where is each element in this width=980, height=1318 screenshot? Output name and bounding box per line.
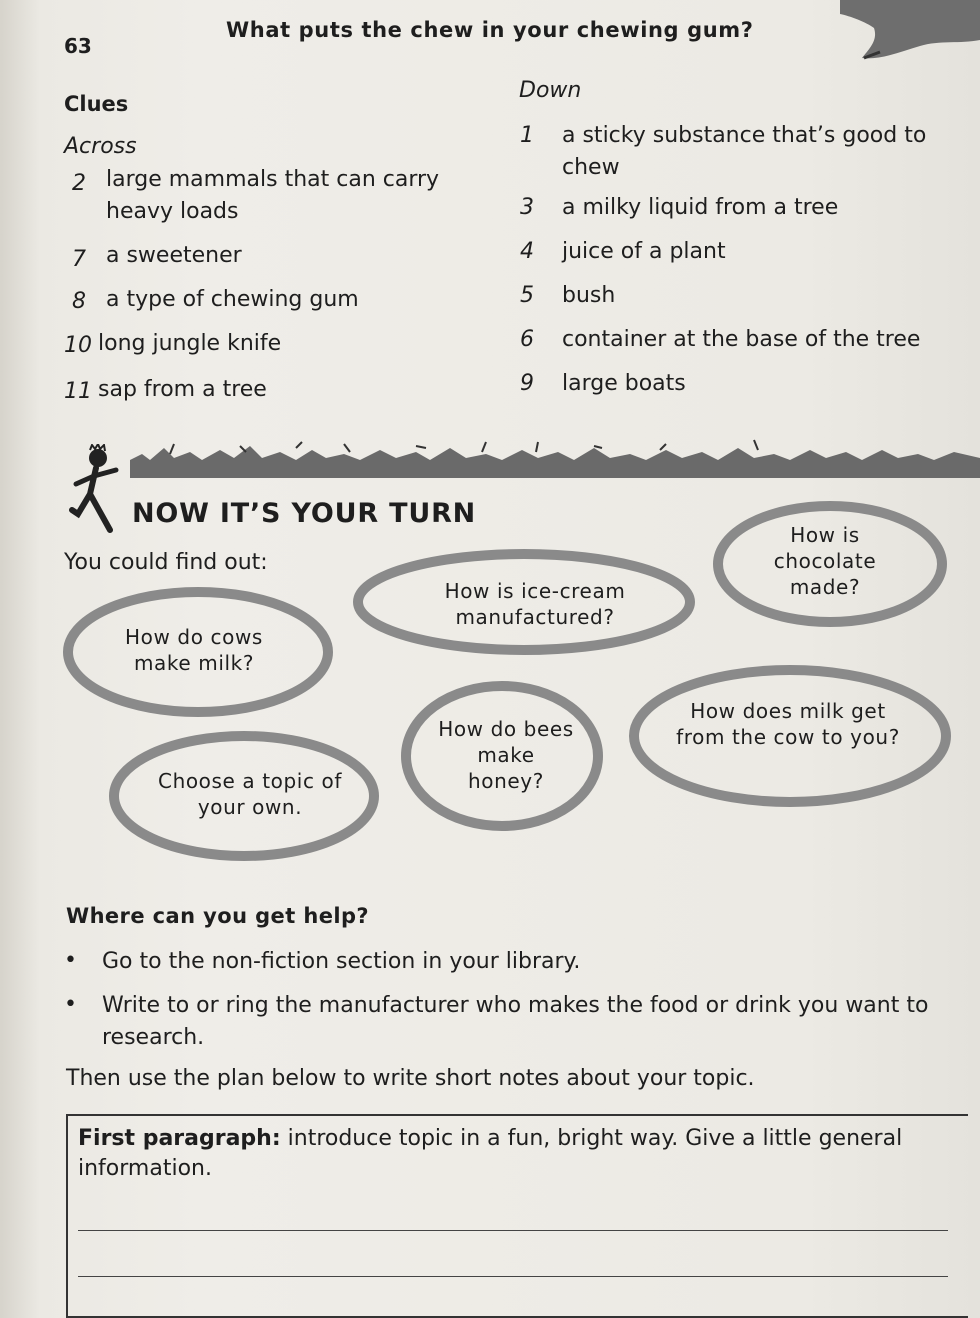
clue-text: a type of chewing gum [106,287,359,312]
clue-number: 10 [64,333,92,358]
corner-figure-icon [840,0,980,70]
clue-text: a sticky substance that’s good to chew [562,123,927,180]
bubble-milk: How does milk get from the cow to you? [676,699,900,749]
clue-number: 4 [520,239,534,264]
clue-number: 6 [520,327,534,352]
clue-number: 1 [520,123,534,148]
writing-line[interactable] [78,1230,948,1231]
clue-number: 11 [64,379,92,404]
help-heading: Where can you get help? [66,904,369,928]
clue-text: large mammals that can carry heavy loads [106,167,440,224]
clue-text: bush [562,283,616,308]
bubble-bees: How do bees make honey? [438,717,574,793]
clue-text: a sweetener [106,243,242,268]
bubble-chocolate: How is chocolate made? [773,523,877,599]
clue-number: 7 [72,247,86,272]
plan-label: First paragraph: [78,1126,281,1151]
across-heading: Across [64,134,137,159]
bubble-ice-cream: How is ice-cream manufactured? [444,579,626,629]
clue-number: 3 [520,195,534,220]
bubble-cows: How do cows make milk? [125,625,263,675]
clue-number: 2 [72,171,86,196]
down-heading: Down [519,78,582,103]
clue-number: 9 [520,371,534,396]
writing-line[interactable] [78,1276,948,1277]
bullet-text: Write to or ring the manufacturer who makes the food or drink you want to research. [102,993,929,1050]
clue-text: sap from a tree [98,377,267,402]
clue-text: juice of a plant [562,239,726,264]
bullet-text: Go to the non-fiction section in your library. [102,949,581,974]
clue-number: 5 [520,283,534,308]
section-heading: NOW IT’S YOUR TURN [132,498,477,529]
plan-first-paragraph [78,1124,948,1184]
intro-text: You could find out: [64,550,268,575]
instruction-text: Then use the plan below to write short notes about your topic. [66,1066,755,1091]
plan-instruction: introduce topic in a fun, bright way. Give a little general information. [78,1126,903,1181]
clue-text: container at the base of the tree [562,327,921,352]
clue-text: large boats [562,371,686,396]
running-title: What puts the chew in your chewing gum? [226,18,754,42]
bullet-icon: • [64,948,77,973]
bullet-icon: • [64,992,77,1017]
page-number: 63 [64,34,92,58]
clues-heading: Clues [64,92,129,116]
grass-border-icon [130,438,980,478]
clue-text: long jungle knife [98,331,282,356]
clue-text: a milky liquid from a tree [562,195,839,220]
bubble-own-topic: Choose a topic of your own. [158,769,342,819]
clue-number: 8 [72,289,86,314]
